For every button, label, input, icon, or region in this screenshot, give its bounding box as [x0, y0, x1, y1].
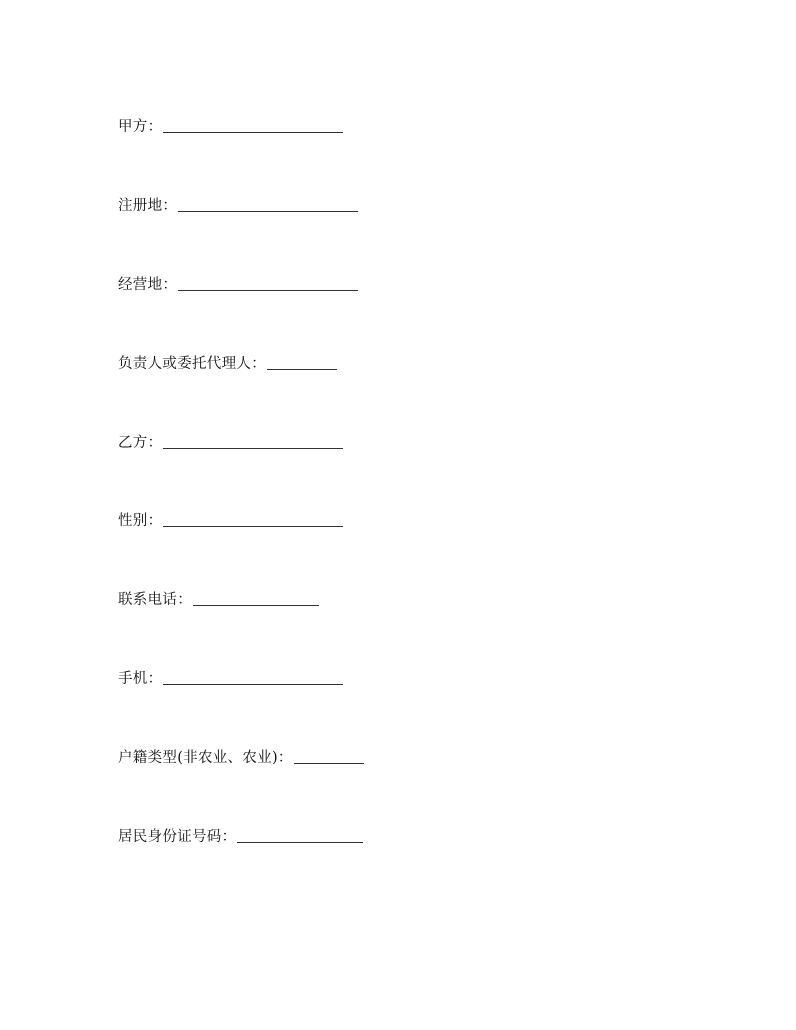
field-party-b — [118, 434, 343, 452]
blank-line[interactable] — [267, 368, 337, 370]
field-mobile — [118, 670, 343, 688]
field-label: 乙方： — [118, 435, 163, 451]
field-label: 居民身份证号码： — [118, 829, 237, 845]
field-id-number — [118, 828, 363, 846]
field-label: 手机： — [118, 671, 163, 687]
field-label: 性别： — [118, 513, 163, 529]
blank-line[interactable] — [163, 525, 343, 527]
blank-line[interactable] — [178, 210, 358, 212]
field-label: 甲方： — [118, 119, 163, 135]
blank-line[interactable] — [237, 841, 363, 843]
field-business-address — [118, 276, 358, 294]
field-party-a — [118, 118, 343, 136]
field-responsible-person — [118, 355, 337, 373]
blank-line[interactable] — [163, 683, 343, 685]
field-household-type — [118, 749, 364, 767]
blank-line[interactable] — [178, 289, 358, 291]
blank-line[interactable] — [193, 604, 319, 606]
blank-line[interactable] — [163, 447, 343, 449]
field-phone — [118, 591, 319, 609]
blank-line[interactable] — [163, 131, 343, 133]
field-registered-address — [118, 197, 358, 215]
field-label: 户籍类型(非农业、农业)： — [118, 750, 293, 766]
field-label: 联系电话： — [118, 592, 192, 608]
field-label: 注册地： — [118, 198, 178, 214]
field-label: 负责人或委托代理人： — [118, 356, 266, 372]
field-gender — [118, 512, 343, 530]
field-label: 经营地： — [118, 277, 178, 293]
blank-line[interactable] — [294, 762, 364, 764]
